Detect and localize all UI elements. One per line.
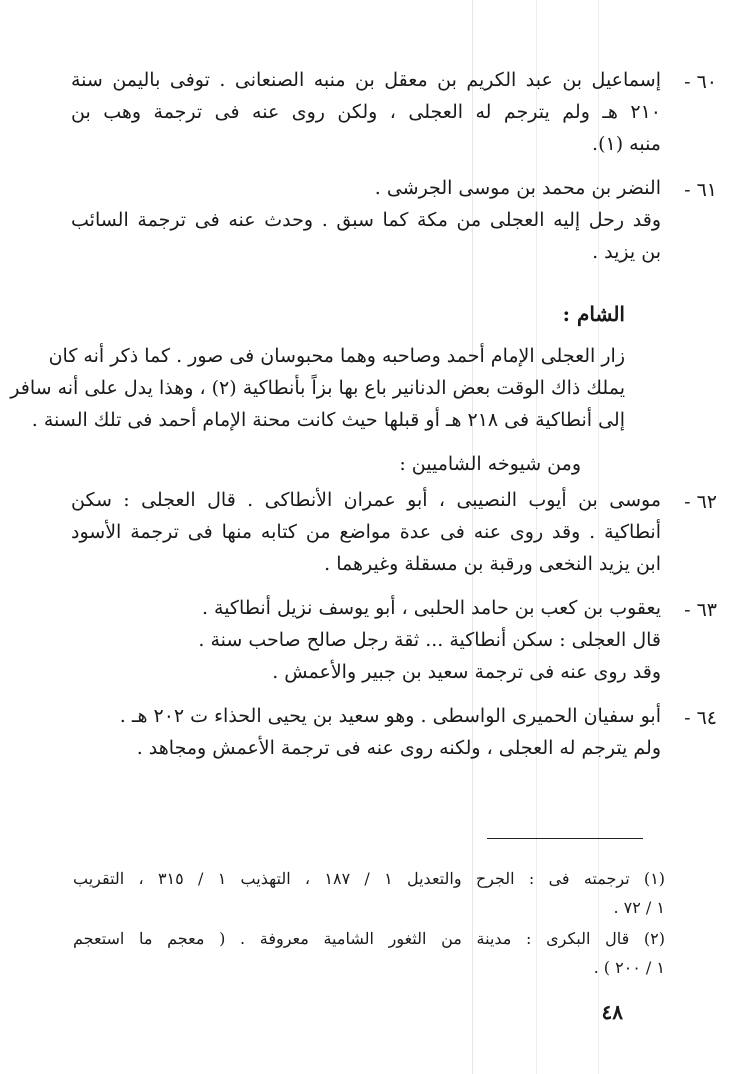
entry-line: إسماعيل بن عبد الكريم بن معقل بن منبه الصنعانى . توفى باليمن سنة <box>71 69 661 91</box>
entry-line: يعقوب بن كعب بن حامد الحلبى ، أبو يوسف نزيل أنطاكية . <box>201 597 661 619</box>
entry-line: قال العجلى : سكن أنطاكية ... ثقة رجل صالح صاحب سنة . <box>198 629 661 651</box>
biography-entry-62 <box>71 484 717 580</box>
footnote-line: (٢) قال البكرى : مدينة من الثغور الشامية معروفة . ( معجم ما استعجم <box>73 929 665 948</box>
entry-line: ٢١٠ هـ ولم يترجم له العجلى ، ولكن روى عنه فى ترجمة وهب بن <box>71 101 661 123</box>
footnote-line: ١ / ٧٢ . <box>613 898 665 917</box>
paragraph-line: يملك ذاك الوقت بعض الدنانير باع بها بزاً بأنطاكية (٢) ، وهذا يدل على أنه سافر <box>10 377 625 399</box>
entry-line: ابن يزيد النخعى ورقبة بن مسقلة وغيرهما . <box>324 553 661 575</box>
entry-line: بن يزيد . <box>592 241 661 263</box>
biography-entry-60 <box>71 64 717 160</box>
entry-line: النضر بن محمد بن موسى الجرشى . <box>374 177 661 199</box>
footnote-line: ١ / ٢٠٠ ) . <box>593 958 665 977</box>
entry-number: ٦٢ - <box>684 491 717 513</box>
biography-entry-61 <box>71 172 717 268</box>
entry-number: ٦٣ - <box>684 599 717 621</box>
entry-line: منبه (١). <box>592 133 661 155</box>
paragraph-line: زار العجلى الإمام أحمد وصاحبه وهما محبوسان فى صور . كما ذكر أنه كان <box>48 345 625 367</box>
biography-entry-63 <box>71 592 717 688</box>
entry-line: وقد روى عنه فى ترجمة سعيد بن جبير والأعمش . <box>272 661 661 683</box>
entry-number: ٦٠ - <box>684 71 717 93</box>
entry-line: موسى بن أيوب النصيبى ، أبو عمران الأنطاكى . قال العجلى : سكن <box>71 489 661 511</box>
section-heading: الشام : <box>562 302 625 326</box>
section-paragraph <box>10 340 625 436</box>
entry-line: ولم يترجم له العجلى ، ولكنه روى عنه فى ترجمة الأعمش ومجاهد . <box>136 737 661 759</box>
paragraph-line: إلى أنطاكية فى ٢١٨ هـ أو قبلها حيث كانت محنة الإمام أحمد فى تلك السنة . <box>31 409 625 431</box>
entry-line: وقد رحل إليه العجلى من مكة كما سبق . وحدث عنه فى ترجمة السائب <box>71 209 661 231</box>
footnote-divider <box>487 838 643 839</box>
footnote-1 <box>73 864 665 922</box>
subheading: ومن شيوخه الشاميين : <box>399 453 581 475</box>
footnote-line: (١) ترجمته فى : الجرح والتعديل ١ / ١٨٧ ، التهذيب ١ / ٣١٥ ، التقريب <box>73 869 666 888</box>
entry-number: ٦٤ - <box>684 707 717 729</box>
page-number: ٤٨ <box>601 1000 623 1024</box>
entry-number: ٦١ - <box>684 179 717 201</box>
entry-line: أبو سفيان الحميرى الواسطى . وهو سعيد بن يحيى الحذاء ت ٢٠٢ هـ . <box>119 705 661 727</box>
biography-entry-64 <box>71 700 717 764</box>
footnote-2 <box>73 924 665 982</box>
entry-line: أنطاكية . وقد روى عنه فى عدة مواضع من كتابه منها فى ترجمة الأسود <box>71 521 661 543</box>
